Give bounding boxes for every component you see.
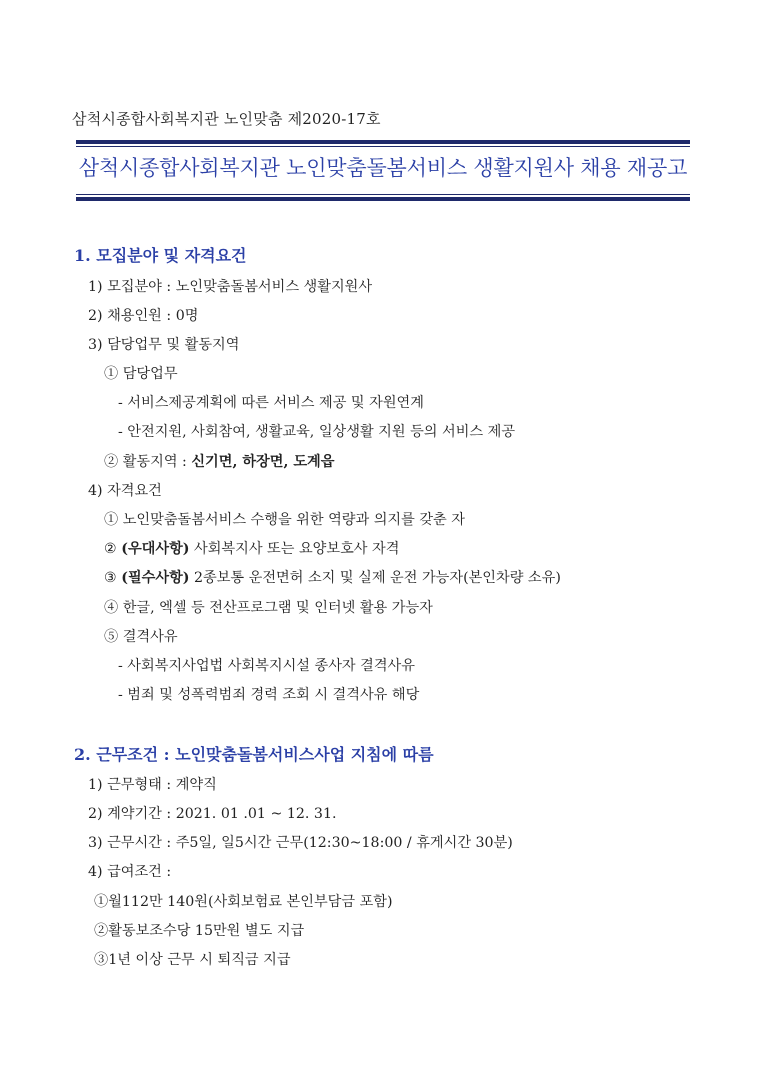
title-rule-top bbox=[76, 140, 690, 147]
title-rule-bottom bbox=[76, 194, 690, 201]
qualification-3 bbox=[104, 567, 561, 587]
document-number: 삼척시종합사회복지관 노인맞춤 제2020-17호 bbox=[72, 110, 381, 128]
recruit-field: 1) 모집분야 : 노인맞춤돌봄서비스 생활지원사 bbox=[88, 279, 373, 295]
activity-area-label: ② 활동지역 : bbox=[104, 454, 192, 470]
duty-item-1: - 서비스제공계획에 따른 서비스 제공 및 자원연계 bbox=[118, 395, 424, 411]
qualification-1: ① 노인맞춤돌봄서비스 수행을 위한 역량과 의지를 갖춘 자 bbox=[104, 512, 465, 528]
disqualification-2: - 범죄 및 성폭력범죄 경력 조회 시 결격사유 해당 bbox=[118, 687, 420, 703]
headcount: 2) 채용인원 : 0명 bbox=[88, 308, 199, 324]
qualification-2 bbox=[104, 538, 399, 558]
qualification-3-number: ③ bbox=[104, 570, 122, 586]
activity-area-value: 신기면, 하장면, 도계읍 bbox=[191, 454, 335, 470]
qualification-label: 4) 자격요건 bbox=[88, 483, 162, 499]
disqualification-1: - 사회복지사업법 사회복지시설 종사자 결격사유 bbox=[118, 658, 415, 674]
qualification-2-tag: (우대사항) bbox=[121, 541, 190, 557]
activity-area bbox=[104, 451, 334, 471]
qualification-4: ④ 한글, 엑셀 등 전산프로그램 및 인터넷 활용 가능자 bbox=[104, 600, 433, 616]
contract-period: 2) 계약기간 : 2021. 01 .01 ~ 12. 31. bbox=[88, 806, 337, 822]
section2-heading: 2. 근무조건 : 노인맞춤돌봄서비스사업 지침에 따름 bbox=[74, 745, 434, 764]
pay-item-3: ③1년 이상 근무 시 퇴직금 지급 bbox=[94, 952, 291, 968]
qualification-2-text: 사회복지사 또는 요양보호사 자격 bbox=[189, 541, 400, 557]
qualification-5: ⑤ 결격사유 bbox=[104, 629, 178, 645]
page-title: 삼척시종합사회복지관 노인맞춤돌봄서비스 생활지원사 채용 재공고 bbox=[78, 156, 688, 180]
qualification-3-text: 2종보통 운전면허 소지 및 실제 운전 가능자(본인차량 소유) bbox=[189, 570, 561, 586]
pay-item-2: ②활동보조수당 15만원 별도 지급 bbox=[94, 923, 305, 939]
pay-item-1: ①월112만 140원(사회보험료 본인부담금 포함) bbox=[94, 894, 393, 910]
duty-item-2: - 안전지원, 사회참여, 생활교육, 일상생활 지원 등의 서비스 제공 bbox=[118, 424, 516, 440]
pay-label: 4) 급여조건 : bbox=[88, 864, 172, 880]
duty-area-label: 3) 담당업무 및 활동지역 bbox=[88, 337, 240, 353]
duty-label: ① 담당업무 bbox=[104, 366, 178, 382]
qualification-2-number: ② bbox=[104, 541, 122, 557]
work-type: 1) 근무형태 : 계약직 bbox=[88, 777, 217, 793]
qualification-3-tag: (필수사항) bbox=[121, 570, 190, 586]
work-hours: 3) 근무시간 : 주5일, 일5시간 근무(12:30~18:00 / 휴게시간 30분) bbox=[88, 835, 513, 851]
section1-heading: 1. 모집분야 및 자격요건 bbox=[74, 246, 247, 265]
